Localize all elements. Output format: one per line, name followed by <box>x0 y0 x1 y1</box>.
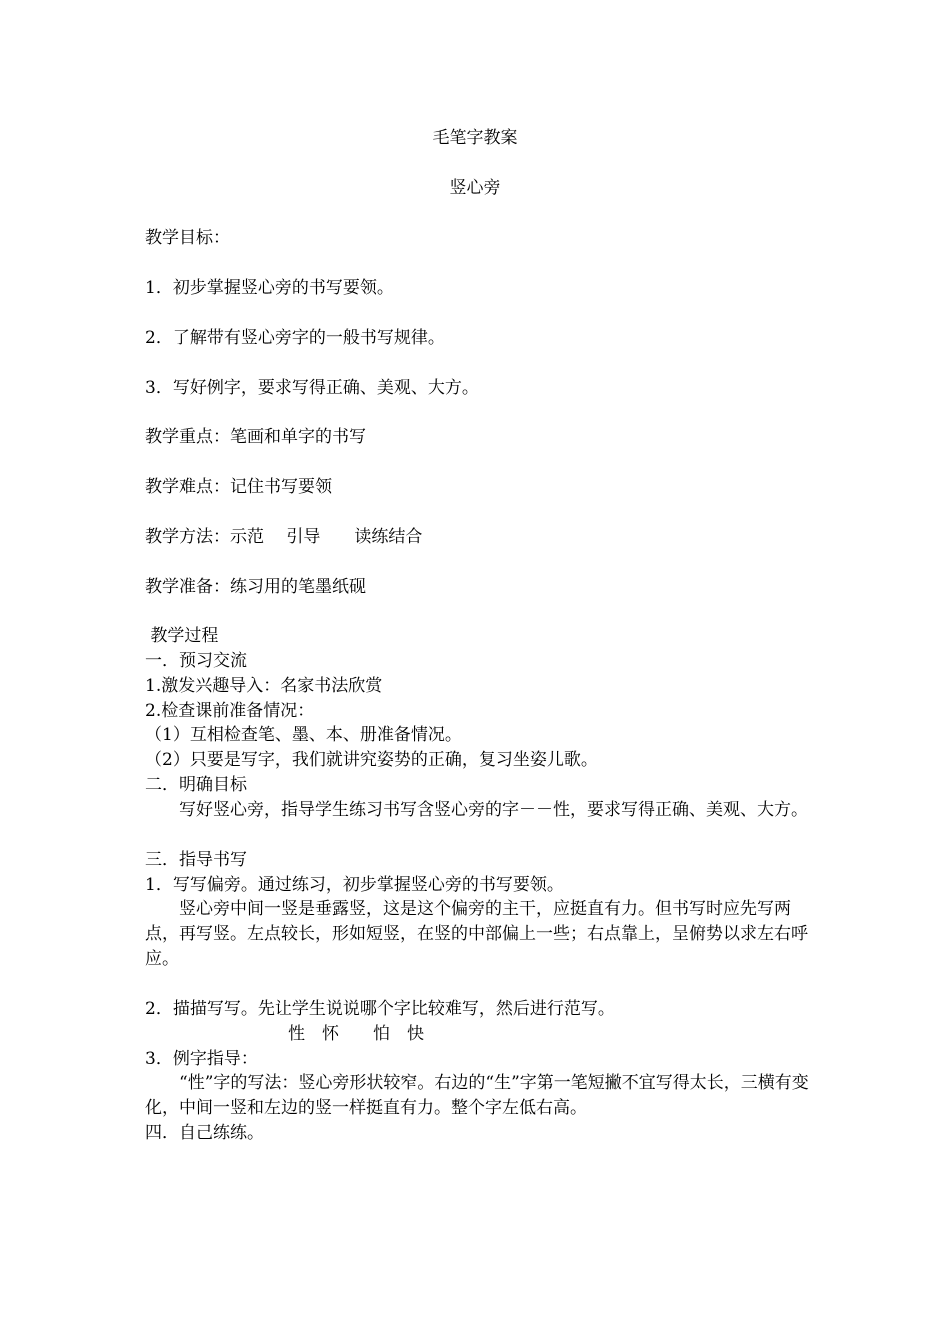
page-subtitle: 竖心旁 <box>449 178 501 198</box>
objective-item: 1．初步掌握竖心旁的书写要领。 <box>145 278 394 298</box>
text-line: 1．写写偏旁。通过练习，初步掌握竖心旁的书写要领。 <box>145 875 564 895</box>
section-heading: 一．预习交流 <box>145 651 247 671</box>
paragraph: 竖心旁中间一竖是垂露竖，这是这个偏旁的主干，应挺直有力。但书写时应先写两点，再写竖。左点较长，形如短竖，在竖的中部偏上一些；右点靠上，呈俯势以求左右呼应。 <box>145 899 808 969</box>
text-line: 2．描描写写。先让学生说说哪个字比较难写，然后进行范写。 <box>145 999 615 1019</box>
section-heading: 二．明确目标 <box>145 775 247 795</box>
key-point: 教学重点：笔画和单字的书写 <box>145 427 366 447</box>
text-line: 1.激发兴趣导入：名家书法欣赏 <box>145 676 383 696</box>
text-line: （2）只要是写字，我们就讲究姿势的正确，复习坐姿儿歌。 <box>145 750 598 770</box>
difficulty: 教学难点：记住书写要领 <box>145 477 332 497</box>
paragraph: “性”字的写法：竖心旁形状较窄。右边的“生”字第一笔短撇不宜写得太长，三横有变化，中间一竖和左边的竖一样挺直有力。整个字左低右高。 <box>145 1073 809 1118</box>
objective-item: 3．写好例字，要求写得正确、美观、大方。 <box>145 378 479 398</box>
objective-item: 2．了解带有竖心旁字的一般书写规律。 <box>145 328 445 348</box>
objectives-heading: 教学目标： <box>145 228 230 248</box>
preparation: 教学准备：练习用的笔墨纸砚 <box>145 577 366 597</box>
process-heading: 教学过程 <box>145 626 219 646</box>
section-heading: 三．指导书写 <box>145 850 247 870</box>
paragraph: 写好竖心旁，指导学生练习书写含竖心旁的字－－性，要求写得正确、美观、大方。 <box>179 800 808 820</box>
text-line: （1）互相检查笔、墨、本、册准备情况。 <box>145 725 462 745</box>
example-characters: 性 怀 怕 快 <box>288 1024 424 1044</box>
text-line: 3．例字指导： <box>145 1049 258 1069</box>
teaching-method: 教学方法：示范 引导 读练结合 <box>145 527 423 547</box>
page-title: 毛笔字教案 <box>432 128 518 148</box>
section-heading: 四．自己练练。 <box>145 1123 264 1143</box>
text-line: 2.检查课前准备情况： <box>145 701 315 721</box>
